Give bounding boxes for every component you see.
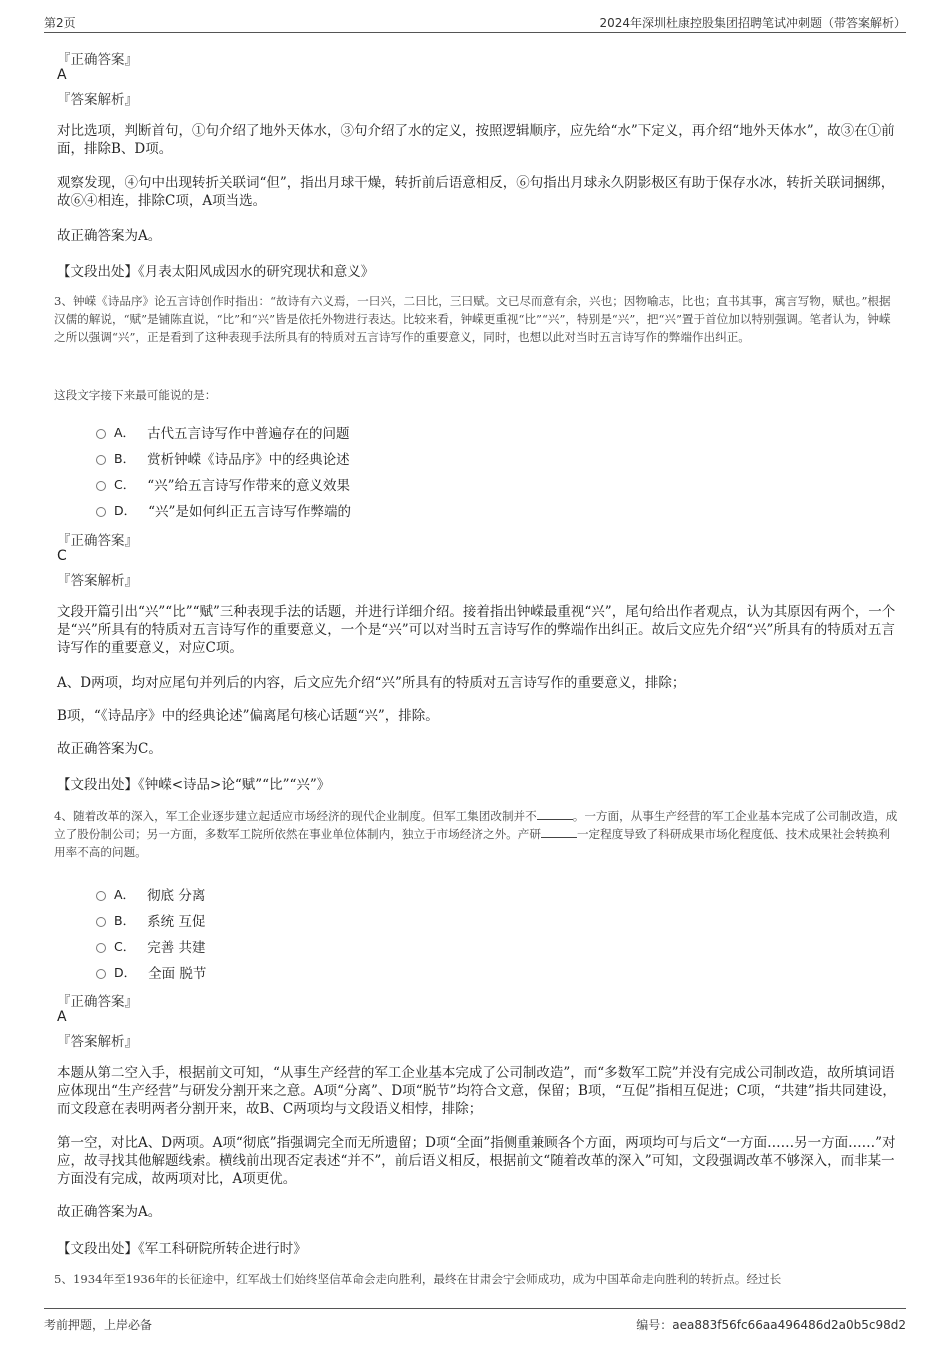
analysis-paragraph: B项，“《诗品序》中的经典论述”偏离尾句核心话题“兴”，排除。 bbox=[57, 708, 439, 724]
q3-option-b[interactable] bbox=[96, 448, 350, 468]
correct-answer-value: A bbox=[57, 67, 67, 83]
option-text: 系统 互促 bbox=[147, 914, 206, 930]
analysis-paragraph: 本题从第二空入手，根据前文可知，“从事生产经营的军工企业基本完成了公司制改造”，而“多数军工院”并没有完成公司制改造，故所填词语应体现出“生产经营”与研发分割开来之意。A项“分离”、D项“脱节”均符合文意，保留；B项，“互促”指相互促进；C项，“共建”指共同建设，而文段意在表明两者分割开来，故B、C两项均与文段语义相悖，排除； bbox=[57, 1065, 896, 1117]
question-4-part3: 一定程度导致了科研成果市场化程度低、技术成果社会转换利用率不高的问题。 bbox=[54, 827, 890, 859]
option-letter: D． bbox=[114, 503, 137, 518]
question-5-text: 5、1934年至1936年的长征途中，红军战士们始终坚信革命会走向胜利，最终在甘肃会宁会师成功，成为中国革命走向胜利的转折点。经过长 bbox=[54, 1272, 782, 1286]
option-text: “兴”是如何纠正五言诗写作弊端的 bbox=[148, 504, 351, 520]
option-letter: D． bbox=[114, 965, 137, 980]
radio-icon[interactable] bbox=[96, 429, 106, 439]
correct-answer-value: A bbox=[57, 1009, 67, 1025]
option-text: 古代五言诗写作中普遍存在的问题 bbox=[147, 426, 350, 442]
option-letter: C． bbox=[114, 939, 136, 954]
radio-icon[interactable] bbox=[96, 507, 106, 517]
option-letter: C． bbox=[114, 477, 136, 492]
q3-option-c[interactable] bbox=[96, 474, 350, 494]
option-text: 赏析钟嵘《诗品序》中的经典论述 bbox=[147, 452, 350, 468]
answer-blank bbox=[541, 827, 577, 838]
option-text: “兴”给五言诗写作带来的意义效果 bbox=[147, 478, 351, 494]
question-4-part2: 。一方面，从事生产经营的军工企业基本完成了公司制改造，成立了股份制公司；另一方面，多数军工院所依然在事业单位体制内，独立于市场经济之外。产研 bbox=[54, 809, 898, 841]
question-3-text: 3、钟嵘《诗品序》论五言诗创作时指出：“故诗有六义焉，一曰兴，二曰比，三曰赋。文已尽而意有余，兴也；因物喻志，比也；直书其事，寓言写物，赋也。”根据汉儒的解说，“赋”是铺陈直说，“比”和“兴”皆是依托外物进行表达。比较来看，钟嵘更重视“比”“兴”，特别是“兴”，把“兴”置于首位加以特别强调。笔者认为，钟嵘之所以强调“兴”，正是看到了这种表现手法所具有的特质对五言诗写作的重要意义，同时，也想以此对当时五言诗写作的弊端作出纠正。 bbox=[54, 294, 891, 344]
radio-icon[interactable] bbox=[96, 943, 106, 953]
analysis-paragraph: 文段开篇引出“兴”“比”“赋”三种表现手法的话题，并进行详细介绍。接着指出钟嵘最重视“兴”，尾句给出作者观点，认为其原因有两个，一个是“兴”所具有的特质对五言诗写作的重要意义，一个是“兴”可以对当时五言诗写作的弊端作出纠正。故后文应先介绍“兴”所具有的特质对五言诗写作的重要意义，对应C项。 bbox=[57, 604, 896, 656]
page-number: 第2页 bbox=[44, 16, 76, 30]
radio-icon[interactable] bbox=[96, 481, 106, 491]
analysis-paragraph: 第一空，对比A、D两项。A项“彻底”指强调完全而无所遗留；D项“全面”指侧重兼顾各个方面，两项均可与后文“一方面……另一方面……”对应，故寻找其他解题线索。横线前出现否定表述“并不”，前后语义相反，根据前文“随着改革的深入”可知，文段强调改革不够深入，而非某一方面没有完成，故两项对比，A项更优。 bbox=[57, 1135, 896, 1187]
question-3-prompt: 这段文字接下来最可能说的是： bbox=[54, 388, 217, 402]
analysis-paragraph: A、D两项，均对应尾句并列后的内容，后文应先介绍“兴”所具有的特质对五言诗写作的重要意义，排除； bbox=[57, 675, 686, 691]
analysis-paragraph: 观察发现，④句中出现转折关联词“但”，指出月球干燥，转折前后语意相反，⑥句指出月球永久阴影极区有助于保存水冰，转折关联词捆绑，故⑥④相连，排除C项，A项当选。 bbox=[57, 175, 895, 209]
option-text: 全面 脱节 bbox=[148, 966, 207, 982]
answer-analysis-label: 『答案解析』 bbox=[57, 573, 138, 589]
option-letter: A． bbox=[114, 887, 136, 902]
document-id: 编号：aea883f56fc66aa496486d2a0b5c98d2 bbox=[636, 1318, 906, 1332]
q4-option-a[interactable] bbox=[96, 884, 205, 904]
page-footer bbox=[44, 1308, 906, 1337]
answer-blank bbox=[537, 809, 573, 820]
radio-icon[interactable] bbox=[96, 917, 106, 927]
correct-answer-label: 『正确答案』 bbox=[57, 533, 138, 549]
text-source: 【文段出处】《军工科研院所转企进行时》 bbox=[57, 1241, 307, 1257]
page-header bbox=[44, 10, 906, 33]
correct-answer-value: C bbox=[57, 548, 67, 564]
option-text: 彻底 分离 bbox=[147, 888, 206, 904]
correct-answer-label: 『正确答案』 bbox=[57, 52, 138, 68]
text-source: 【文段出处】《月表太阳风成因水的研究现状和意义》 bbox=[57, 264, 375, 280]
text-source: 【文段出处】《钟嵘<诗品>论“赋”“比”“兴”》 bbox=[57, 777, 331, 793]
radio-icon[interactable] bbox=[96, 891, 106, 901]
q4-option-c[interactable] bbox=[96, 936, 206, 956]
analysis-paragraph: 对比选项，判断首句，①句介绍了地外天体水，③句介绍了水的定义，按照逻辑顺序，应先给“水”下定义，再介绍“地外天体水”，故③在①前面，排除B、D项。 bbox=[57, 123, 895, 157]
footer-slogan: 考前押题，上岸必备 bbox=[44, 1318, 153, 1332]
q4-option-d[interactable] bbox=[96, 962, 206, 982]
q3-option-d[interactable] bbox=[96, 500, 351, 520]
option-text: 完善 共建 bbox=[147, 940, 206, 956]
option-letter: A． bbox=[114, 425, 136, 440]
q4-option-b[interactable] bbox=[96, 910, 205, 930]
q3-option-a[interactable] bbox=[96, 422, 350, 442]
question-4-part1: 4、随着改革的深入，军工企业逐步建立起适应市场经济的现代企业制度。但军工集团改制并不 bbox=[54, 809, 537, 823]
analysis-paragraph: 故正确答案为C。 bbox=[57, 741, 162, 757]
option-letter: B． bbox=[114, 451, 136, 466]
option-letter: B． bbox=[114, 913, 136, 928]
document-title: 2024年深圳杜康控股集团招聘笔试冲刺题（带答案解析） bbox=[599, 16, 906, 30]
analysis-paragraph: 故正确答案为A。 bbox=[57, 1204, 162, 1220]
radio-icon[interactable] bbox=[96, 455, 106, 465]
question-4-text bbox=[54, 807, 899, 861]
answer-analysis-label: 『答案解析』 bbox=[57, 92, 138, 108]
correct-answer-label: 『正确答案』 bbox=[57, 994, 138, 1010]
answer-analysis-label: 『答案解析』 bbox=[57, 1034, 138, 1050]
analysis-paragraph: 故正确答案为A。 bbox=[57, 228, 162, 244]
radio-icon[interactable] bbox=[96, 969, 106, 979]
